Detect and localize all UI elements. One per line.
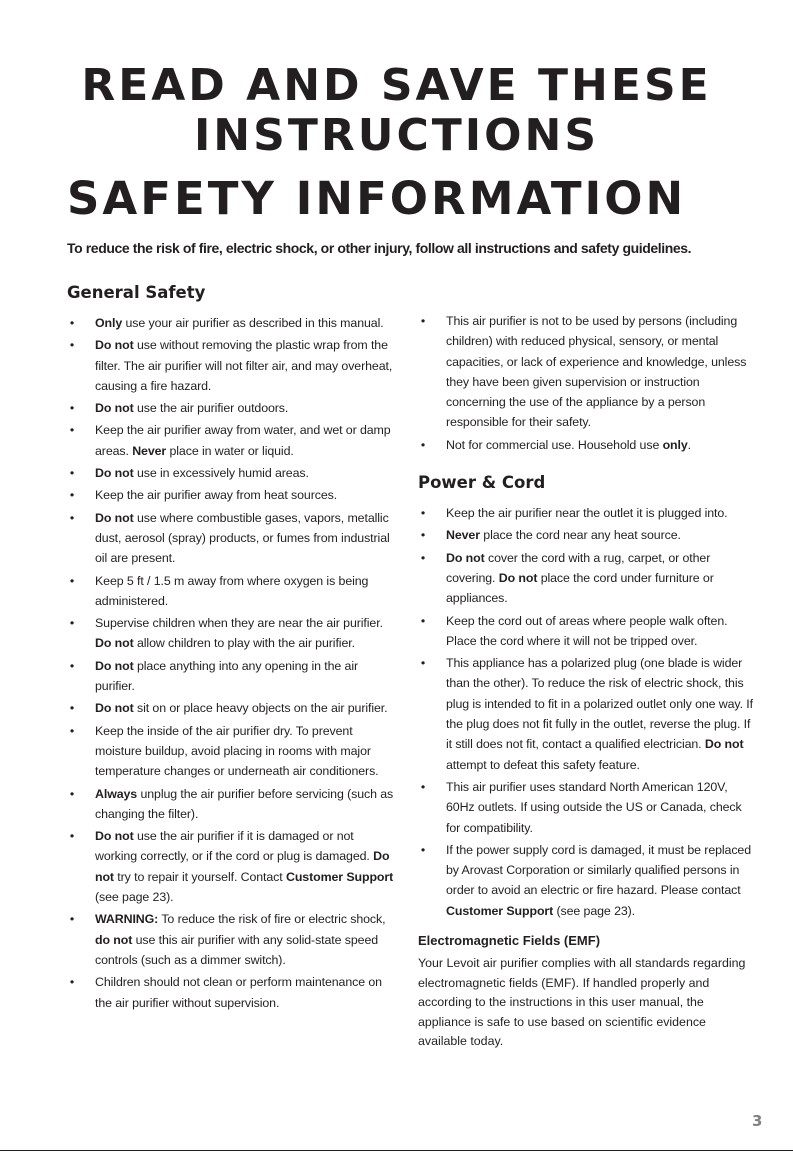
intro-text: To reduce the risk of fire, electric shock, or other injury, follow all instructions and safety guidelines. (67, 240, 692, 256)
bullet-icon: • (420, 779, 426, 794)
item-emphasis: Do not (95, 338, 134, 353)
bullet-icon: • (420, 506, 426, 521)
bullet-icon: • (69, 829, 75, 844)
general-safety-heading: General Safety (67, 283, 206, 302)
list-item (418, 525, 753, 545)
section-title: SAFETY INFORMATION (67, 172, 687, 225)
bullet-icon: • (69, 723, 75, 738)
item-text: allow children to play with the air purifier. (133, 636, 355, 651)
title-line-1: READ AND SAVE THESE (81, 60, 712, 111)
item-text: use where combustible gases, vapors, metallic dust, aerosol (spray) products, or fumes from industrial oil are present. (95, 510, 390, 566)
bullet-icon: • (420, 437, 426, 452)
item-text: Keep the inside of the air purifier dry. To prevent moisture buildup, avoid placing in rooms with major temperature changes or underneath air conditioners. (95, 723, 379, 779)
list-item (418, 777, 753, 838)
emf-text: Your Levoit air purifier complies with all standards regarding electromagnetic fields (EMF). If handled properly and according to the instructions in this user manual, the appliance is safe to use based on scientific evidence available today. (418, 956, 746, 1049)
bullet-icon: • (69, 316, 75, 330)
bullet-icon: • (69, 701, 75, 716)
item-text: This air purifier is not to be used by persons (including children) with reduced physical, sensory, or mental capacities, or lack of experience and knowledge, unless they have been given supervision or instruction concerning the use of the appliance by a person responsible for their safety. (446, 314, 747, 430)
item-text: If the power supply cord is damaged, it must be replaced by Arovast Corporation or similarly qualified persons in order to avoid an electric or fire hazard. Please contact (446, 842, 752, 898)
bullet-icon: • (420, 528, 426, 543)
item-emphasis: Do not (95, 636, 134, 651)
list-item (67, 508, 397, 569)
item-text: cover the cord with a rug, carpet, or other covering. (446, 550, 711, 585)
item-emphasis: Always (95, 786, 138, 801)
power-cord-list (418, 503, 753, 921)
bullet-icon: • (69, 616, 75, 631)
item-emphasis: Do not (95, 829, 134, 844)
item-emphasis: Do not (95, 849, 390, 884)
item-emphasis: Never (132, 443, 167, 458)
bullet-icon: • (69, 912, 75, 927)
list-item (418, 611, 753, 652)
list-item (418, 548, 753, 609)
bullet-icon: • (69, 975, 75, 990)
general-safety-list-continued (418, 311, 753, 455)
item-text: Children should not clean or perform maintenance on the air purifier without supervision. (95, 975, 382, 1010)
list-item (418, 840, 753, 921)
item-text: use in excessively humid areas. (133, 466, 309, 481)
general-safety-list (67, 313, 397, 1013)
bullet-icon: • (69, 338, 75, 353)
item-emphasis: Customer Support (285, 869, 394, 884)
item-text: unplug the air purifier before servicing (such as changing the filter). (95, 786, 394, 821)
item-emphasis: Never (446, 528, 480, 543)
list-item (67, 698, 397, 718)
bullet-icon: • (69, 658, 75, 673)
item-emphasis: Customer Support (446, 903, 554, 918)
item-text: (see page 23). (553, 903, 636, 918)
item-emphasis: Do not (95, 658, 134, 673)
item-emphasis: Do not (95, 701, 134, 716)
item-text: To reduce the risk of fire or electric shock, (158, 912, 386, 927)
item-text: use this air purifier with any solid-state speed controls (such as a dimmer switch). (95, 932, 379, 967)
item-text: This air purifier uses standard North American 120V, 60Hz outlets. If using outside the US or Canada, check for compatibility. (446, 779, 742, 835)
list-item (418, 653, 753, 775)
item-text: use the air purifier outdoors. (133, 401, 289, 416)
bullet-icon: • (420, 550, 426, 565)
power-cord-heading: Power & Cord (418, 473, 546, 493)
list-item (418, 311, 753, 433)
item-text: Keep the air purifier away from heat sources. (95, 488, 338, 503)
item-text: Supervise children when they are near the air purifier. (95, 616, 383, 631)
list-item (67, 571, 397, 612)
bullet-icon: • (69, 423, 75, 438)
item-text: Keep the cord out of areas where people walk often. Place the cord where it will not be tripped over. (446, 613, 728, 648)
item-emphasis: Do not (95, 401, 134, 416)
item-emphasis: Do not (446, 550, 485, 565)
bullet-icon: • (69, 488, 75, 503)
item-text: attempt to defeat this safety feature. (446, 757, 640, 772)
emf-heading: Electromagnetic Fields (EMF) (418, 933, 601, 949)
item-emphasis: WARNING: (95, 912, 159, 927)
item-emphasis: Do not (704, 737, 744, 752)
item-text: place the cord under furniture or appliances. (446, 570, 714, 606)
item-text: . (687, 437, 691, 452)
list-item (67, 826, 397, 907)
item-text: Keep the air purifier away from water, and wet or damp areas. (95, 423, 391, 458)
item-emphasis: Only (95, 316, 123, 330)
item-text: place anything into any opening in the air purifier. (95, 658, 359, 694)
list-item (67, 784, 397, 825)
item-text: place the cord near any heat source. (479, 528, 681, 543)
list-item (67, 313, 397, 333)
item-text: (see page 23). (95, 890, 174, 905)
bullet-icon: • (420, 656, 426, 671)
bullet-icon: • (69, 510, 75, 525)
list-item (67, 613, 397, 654)
list-item (418, 503, 753, 523)
item-text: sit on or place heavy objects on the air purifier. (133, 701, 388, 716)
bullet-icon: • (69, 573, 75, 588)
bullet-icon: • (420, 842, 426, 857)
item-emphasis: Do not (95, 466, 134, 481)
list-item (67, 463, 397, 483)
left-column (67, 283, 397, 1015)
list-item (67, 335, 397, 396)
bullet-icon: • (69, 401, 75, 416)
list-item (418, 435, 753, 455)
list-item (67, 485, 397, 505)
list-item (67, 909, 397, 970)
item-text: Not for commercial use. Household use (446, 437, 663, 452)
item-text: This appliance has a polarized plug (one blade is wider than the other). To reduce the risk of electric shock, this plug is intended to fit in a polarized outlet only one way. If the plug does not fit fully in the outlet, reverse the plug. If it still does not fit, contact a qualified electrician. (446, 656, 753, 752)
item-text: try to repair it yourself. Contact (113, 869, 286, 884)
title-line-2: INSTRUCTIONS (193, 110, 600, 161)
item-text: use the air purifier if it is damaged or not working correctly, or if the cord or plug is damaged. (95, 829, 374, 864)
item-emphasis: do not (95, 932, 133, 947)
item-text: use without removing the plastic wrap from the filter. The air purifier will not filter air, and may overheat, causing a fire hazard. (95, 338, 393, 393)
item-text: Keep the air purifier near the outlet it is plugged into. (446, 506, 728, 521)
list-item (67, 398, 397, 418)
bullet-icon: • (420, 314, 426, 328)
item-text: place in water or liquid. (166, 443, 294, 458)
item-emphasis: Do not (498, 570, 538, 585)
item-emphasis: Do not (95, 510, 134, 525)
bullet-icon: • (420, 613, 426, 628)
item-text: Keep 5 ft / 1.5 m away from where oxygen is being administered. (95, 573, 369, 608)
item-emphasis: only (662, 437, 688, 452)
list-item (67, 972, 397, 1013)
bottom-rule (0, 1150, 793, 1151)
list-item (67, 721, 397, 782)
right-column (418, 311, 753, 1052)
list-item (67, 420, 397, 461)
bullet-icon: • (69, 786, 75, 801)
list-item (67, 656, 397, 697)
page-number: 3 (752, 1112, 763, 1130)
item-text: use your air purifier as described in this manual. (122, 316, 384, 330)
bullet-icon: • (69, 466, 75, 481)
